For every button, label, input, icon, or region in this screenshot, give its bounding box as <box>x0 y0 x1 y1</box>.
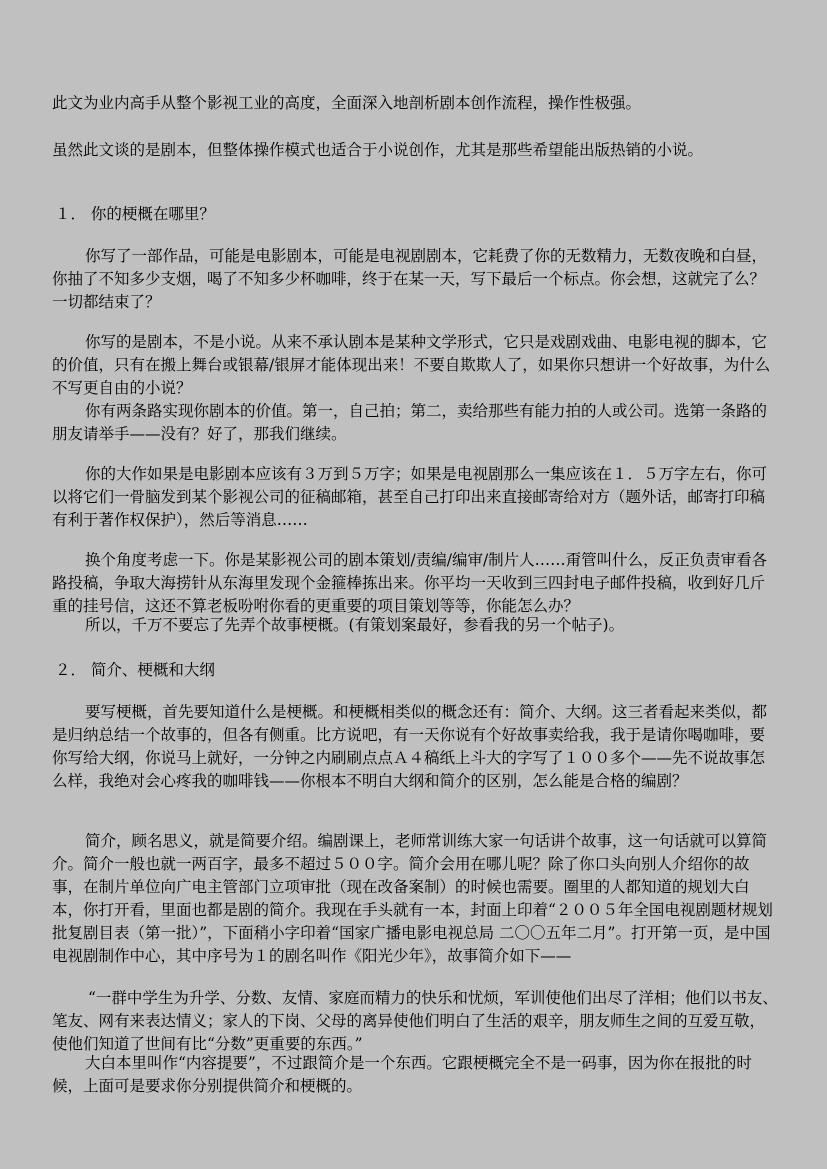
intro-line-1: 此文为业内高手从整个影视工业的高度，全面深入地剖析剧本创作流程，操作性极强。 <box>52 94 642 112</box>
section-1-paragraph-1: 你写了一部作品，可能是电影剧本，可能是电视剧剧本，它耗费了你的无数精力，无数夜晚和白昼，你抽了不知多少支烟，喝了不知多少杯咖啡，终于在某一天，写下最后一个标点。你会想，这就完了么？一切都结束了？ <box>52 247 768 311</box>
section-1-paragraph-6: 所以，千万不要忘了先弄个故事梗概。(有策划案最好，参看我的另一个帖子)。 <box>85 616 625 634</box>
section-1-heading: １． 你的梗概在哪里？ <box>55 205 215 223</box>
section-1-paragraph-3: 你有两条路实现你剧本的价值。第一，自己拍；第二，卖给那些有能力拍的人或公司。选第一条路的朋友请举手——没有？好了，那我们继续。 <box>52 402 768 443</box>
section-2-paragraph-3: 大白本里叫作“内容提要”，不过跟简介是一个东西。它跟梗概完全不是一码事，因为你在报批的时候，上面可是要求你分别提供简介和梗概的。 <box>52 1054 752 1095</box>
section-2-paragraph-2: 简介，顾名思义，就是简要介绍。编剧课上，老师常训练大家一句话讲个故事，这一句话就可以算简介。简介一般也就一两百字，最多不超过５００字。简介会用在哪儿呢？除了你口头向别人介绍你的故事，在制片单位向广电主管部门立项审批（现在改备案制）的时候也需要。圈里的人都知道的规划大白本，你打开看，里面也都是剧的简介。我现在手头就有一本，封面上印着“２００５年全国电视剧题材规划批复剧目表（第一批）”，下面稍小字印着“国家广播电影电视总局 二〇〇五年二月”。打开第一页，是中国电视剧制作中心，其中序号为１的剧名叫作《阳光少年》，故事简介如下—— <box>52 832 773 965</box>
section-1-paragraph-5: 换个角度考虑一下。你是某影视公司的剧本策划/责编/编审/制片人……甭管叫什么，反正负责审看各路投稿，争取大海捞针从东海里发现个金箍棒拣出来。你平均一天收到三四封电子邮件投稿，收到好几斤重的挂号信，这还不算老板吩咐你看的更重要的项目策划等等，你能怎么办？ <box>52 551 768 615</box>
section-1-paragraph-4: 你的大作如果是电影剧本应该有３万到５万字；如果是电视剧那么一集应该在１．５万字左右，你可以将它们一骨脑发到某个影视公司的征稿邮箱，甚至自己打印出来直接邮寄给对方（题外话，邮寄打印稿有利于著作权保护），然后等消息…… <box>52 465 768 529</box>
section-1-paragraph-2: 你写的是剧本，不是小说。从来不承认剧本是某种文学形式，它只是戏剧戏曲、电影电视的脚本，它的价值，只有在搬上舞台或银幕/银屏才能体现出来！不要自欺欺人了，如果你只想讲一个好故事，为什么不写更自由的小说？ <box>52 333 771 397</box>
section-2-paragraph-1: 要写梗概，首先要知道什么是梗概。和梗概相类似的概念还有：简介、大纲。这三者看起来类似，都是归纳总结一个故事的，但各有侧重。比方说吧，有一天你说有个好故事卖给我，我于是请你喝咖啡，要你写给大纲，你说马上就好，一分钟之内刷刷点点Ａ４稿纸上斗大的字写了１００多个——先不说故事怎么样，我绝对会心疼我的咖啡钱——你根本不明白大纲和简介的区别，怎么能是合格的编剧？ <box>52 703 768 790</box>
section-2-heading: ２． 简介、梗概和大纲 <box>55 661 215 679</box>
section-2-quote: “一群中学生为升学、分数、友情、家庭而精力的快乐和忧烦，军训使他们出尽了洋相；他们以书友、笔友、网有来表达情义；家人的下岗、父母的离异使他们明白了生活的艰辛，朋友师生之间的互爱互敬，使他们知道了世间有比“分数”更重要的东西。” <box>52 989 778 1053</box>
intro-line-2: 虽然此文谈的是剧本，但整体操作模式也适合于小说创作，尤其是那些希望能出版热销的小说。 <box>52 141 704 159</box>
